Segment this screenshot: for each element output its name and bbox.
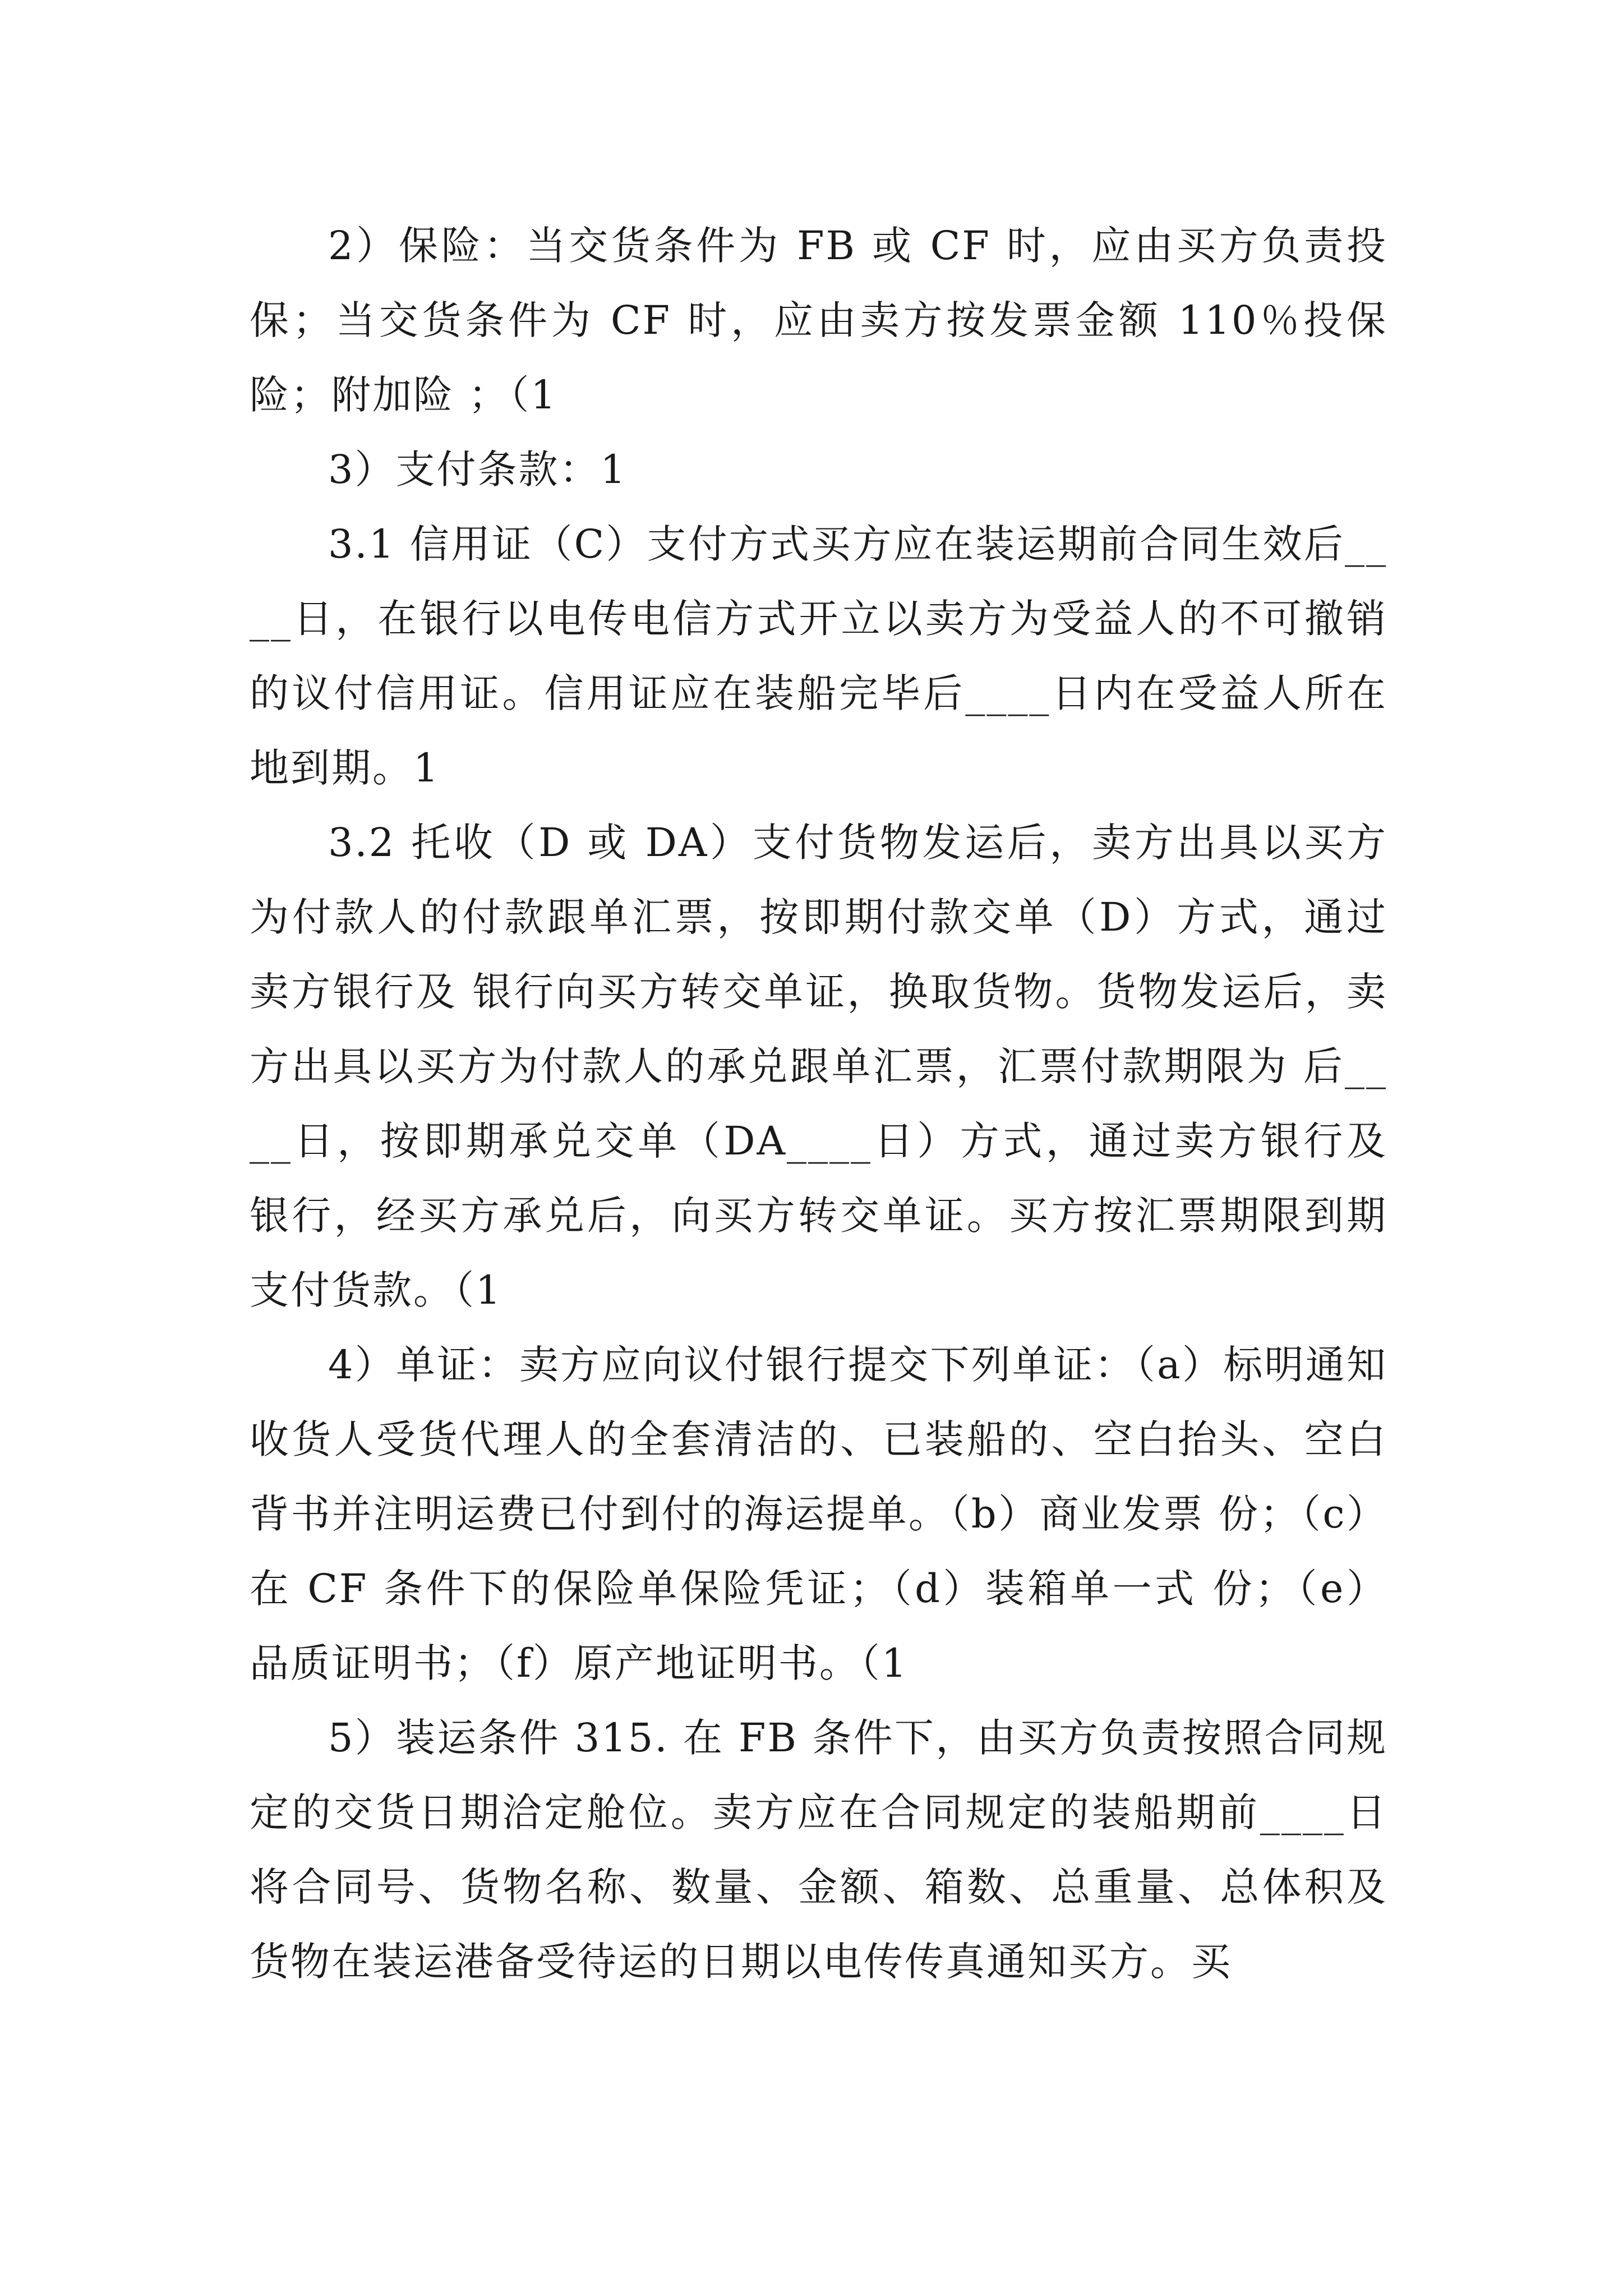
paragraph-payment-terms: 3）支付条款：1 — [328, 447, 628, 493]
paragraph-letter-of-credit: 3.1 信用证（C）支付方式买方应在装运期前合同生效后____日，在银行以电传电信方式开立以卖方为受益人的不可撤销的议付信用证。信用证应在装船完毕后____日内在受益人所在地到期。1 — [250, 521, 1387, 791]
paragraph-documents: 4）单证：卖方应向议付银行提交下列单证：（a）标明通知收货人受货代理人的全套清洁的、已装船的、空白抬头、空白背书并注明运费已付到付的海运提单。（b）商业发票 份；（c）在 CF 条件下的保险单保险凭证；（d）装箱单一式 份；（e）品质证明书；（f）原产地证明书。（1 — [250, 1342, 1387, 1686]
paragraph-collection: 3.2 托收（D 或 DA）支付货物发运后，卖方出具以买方为付款人的付款跟单汇票，按即期付款交单（D）方式，通过卖方银行及 银行向买方转交单证，换取货物。货物发运后，卖方出具以买方为付款人的承兑跟单汇票，汇票付款期限为 后____日，按即期承兑交单（DA____日）方式，通过卖方银行及 银行，经买方承兑后，向买方转交单证。买方按汇票期限到期支付货款。（1 — [250, 820, 1387, 1313]
paragraph-shipment: 5）装运条件 315. 在 FB 条件下，由买方负责按照合同规定的交货日期洽定舱位。卖方应在合同规定的装船期前____日将合同号、货物名称、数量、金额、箱数、总重量、总体积及货物在装运港备受待运的日期以电传传真通知买方。买 — [250, 1715, 1387, 1985]
paragraph-insurance: 2）保险：当交货条件为 FB 或 CF 时，应由买方负责投保；当交货条件为 CF 时，应由卖方按发票金额 110％投保险；附加险 ；（1 — [250, 223, 1387, 418]
